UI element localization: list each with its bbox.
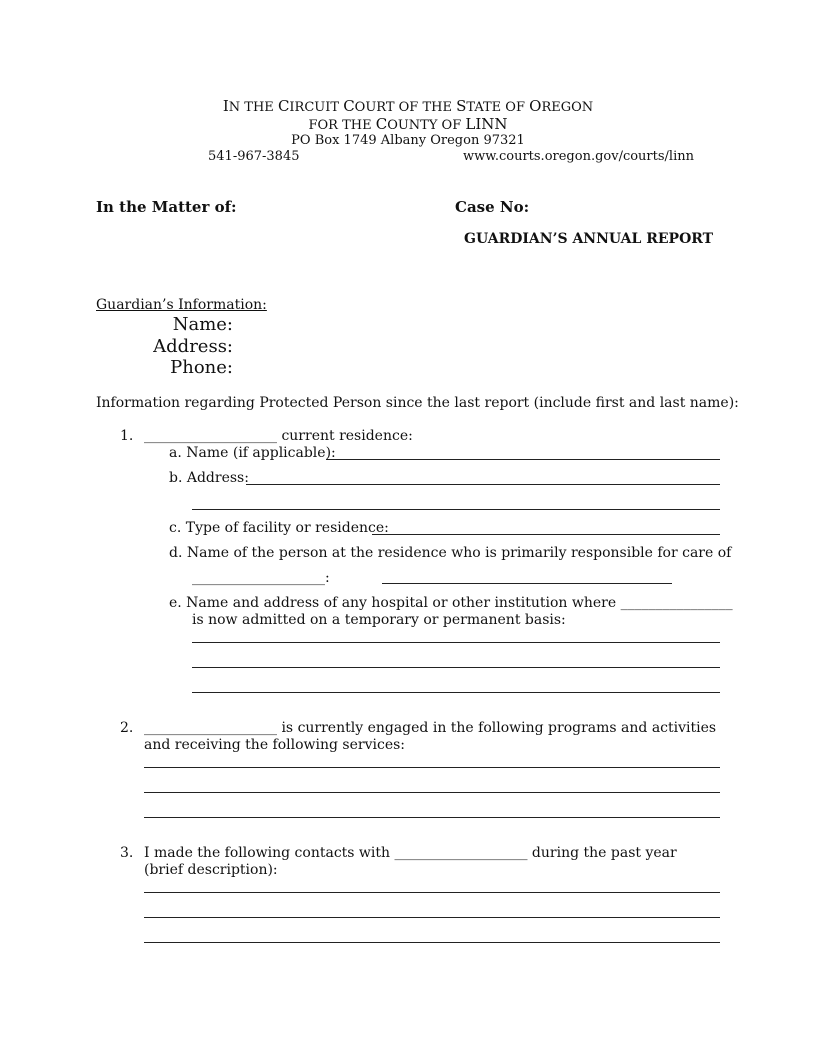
q3-line: I made the following contacts with ___________________ during the past year — [144, 845, 677, 861]
court-name-line: IN THE CIRCUIT COURT OF THE STATE OF OREGON — [222, 97, 594, 115]
court-address: PO Box 1749 Albany Oregon 97321 — [291, 133, 525, 148]
q3-field-3[interactable] — [144, 942, 720, 943]
q3-number: 3. — [120, 845, 134, 861]
q1-name-blank[interactable]: ___________________ — [144, 428, 277, 444]
q3-line-2: (brief description): — [144, 862, 278, 878]
guardian-name-label: Name: — [172, 314, 233, 335]
q1a-label: a. Name (if applicable): — [169, 445, 336, 461]
document-title: GUARDIAN’S ANNUAL REPORT — [464, 231, 714, 247]
matter-label: In the Matter of: — [96, 198, 237, 216]
q2-field-1[interactable] — [144, 767, 720, 768]
case-number-label: Case No: — [455, 198, 530, 216]
q1d-person-blank[interactable]: ___________________: — [192, 570, 330, 586]
q2-number: 2. — [120, 720, 134, 736]
q1e-field-3[interactable] — [192, 692, 720, 693]
q1b-label: b. Address: — [169, 470, 249, 486]
q1e-label-2: is now admitted on a temporary or permanent basis: — [192, 612, 566, 628]
q3-field-1[interactable] — [144, 892, 720, 893]
q1a-name-field[interactable] — [326, 459, 720, 460]
q1e-name-blank[interactable]: ________________ — [620, 595, 733, 611]
q2-line: ___________________ is currently engaged in the following programs and activities — [144, 720, 717, 736]
q1e-label: e. Name and address of any hospital or other institution where ________________ — [169, 595, 733, 611]
q2-field-3[interactable] — [144, 817, 720, 818]
guardian-address-label: Address: — [153, 336, 233, 357]
court-phone: 541-967-3845 — [208, 149, 300, 164]
q1d-caregiver-field[interactable] — [382, 583, 672, 584]
q2-field-2[interactable] — [144, 792, 720, 793]
q1c-facility-field[interactable] — [372, 534, 720, 535]
intro-text: Information regarding Protected Person since the last report (include first and last name): — [96, 395, 739, 411]
q2-name-blank[interactable]: ___________________ — [144, 720, 277, 736]
q1d-label: d. Name of the person at the residence who is primarily responsible for care of — [169, 545, 732, 561]
q1b-address-field-2[interactable] — [192, 509, 720, 510]
q2-line-2: and receiving the following services: — [144, 737, 406, 753]
q3-field-2[interactable] — [144, 917, 720, 918]
guardian-heading: Guardian’s Information: — [96, 297, 267, 313]
court-website: www.courts.oregon.gov/courts/linn — [463, 149, 694, 164]
q1b-address-field[interactable] — [246, 484, 720, 485]
q3-name-blank[interactable]: ___________________ — [394, 845, 528, 861]
q1e-field-2[interactable] — [192, 667, 720, 668]
guardian-phone-label: Phone: — [170, 357, 233, 378]
q1e-field-1[interactable] — [192, 642, 720, 643]
q1-number: 1. — [120, 428, 134, 444]
q1c-label: c. Type of facility or residence: — [169, 520, 389, 536]
county-line: FOR THE COUNTY OF LINN — [308, 115, 508, 133]
q1-line: ___________________ current residence: — [144, 428, 413, 444]
